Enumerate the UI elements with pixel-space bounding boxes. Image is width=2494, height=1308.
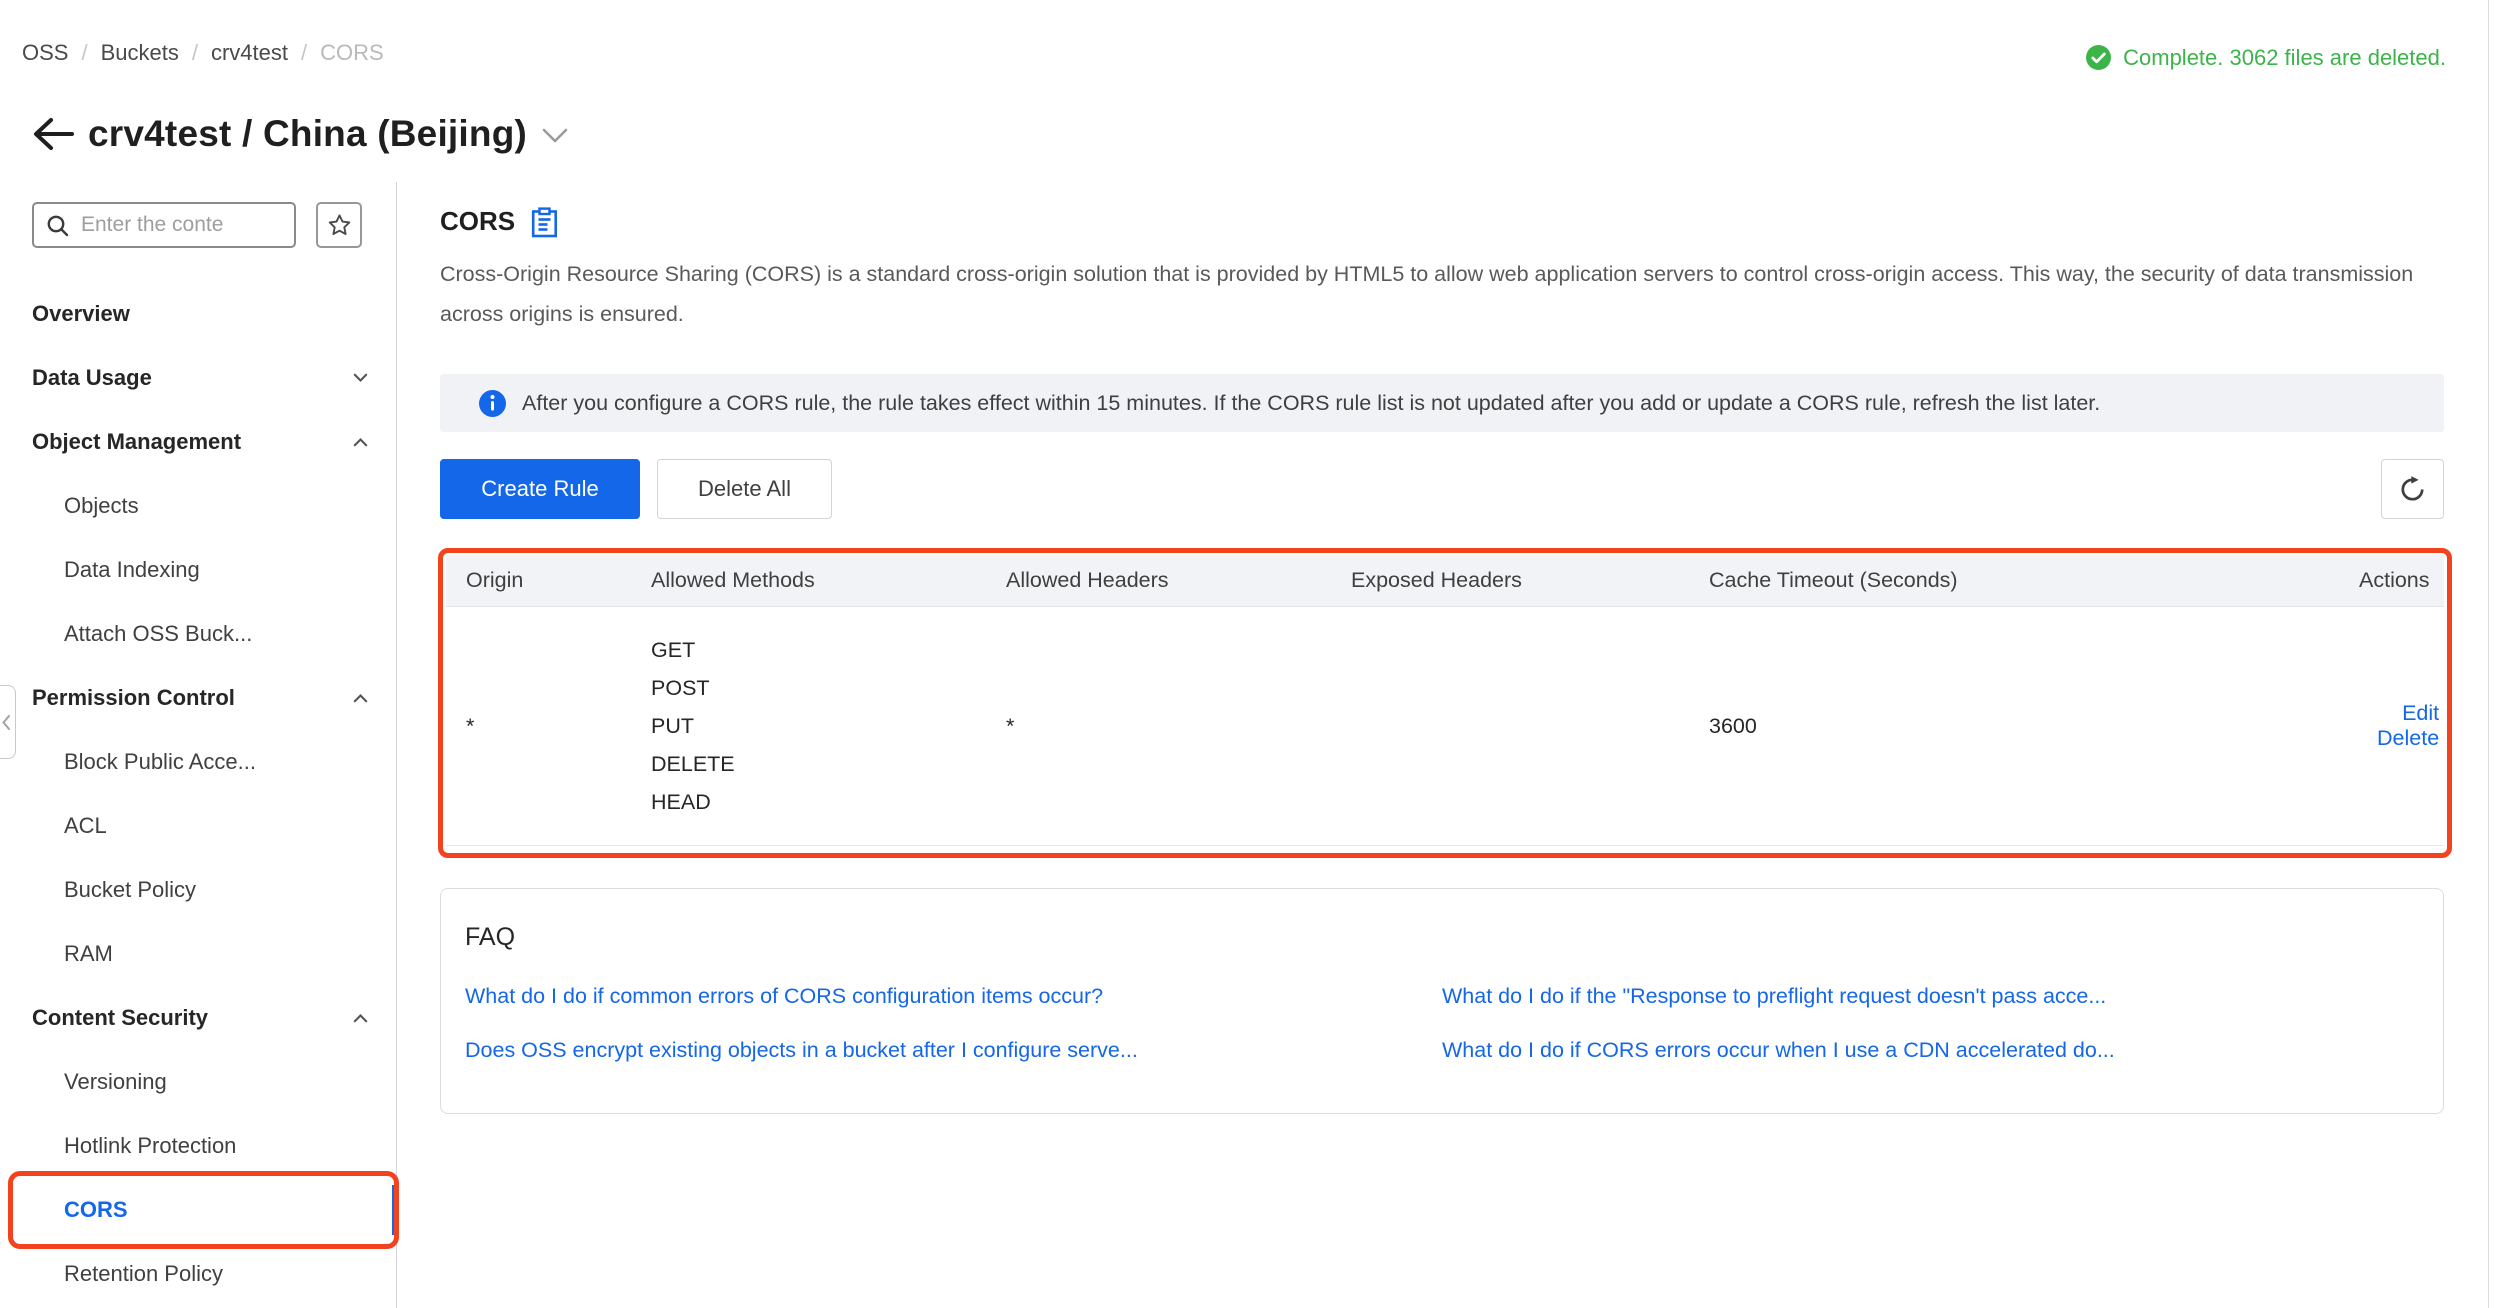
info-banner: [440, 374, 2444, 432]
chevron-down-icon[interactable]: [541, 127, 569, 150]
sidebar-item-label: Content Security: [32, 1005, 209, 1030]
sidebar-item-objects[interactable]: [0, 474, 396, 538]
sidebar-item-label: Bucket Policy: [64, 877, 197, 902]
sidebar: [0, 182, 397, 1308]
cors-rules-table: [446, 555, 2444, 846]
chevron-left-icon: [1, 714, 11, 731]
page-title: crv4test / China (Beijing): [88, 113, 528, 154]
documentation-icon[interactable]: [531, 207, 558, 238]
cell-cache-timeout: 3600: [1709, 713, 1757, 738]
sidebar-item-ram[interactable]: [0, 922, 396, 986]
faq-card: [440, 888, 2444, 1114]
breadcrumb-item-buckets[interactable]: Buckets: [100, 40, 179, 65]
sidebar-item-permission-control[interactable]: [0, 666, 396, 730]
breadcrumb-item-bucket[interactable]: crv4test: [210, 40, 289, 65]
sidebar-item-object-management[interactable]: [0, 410, 396, 474]
chevron-up-icon: [353, 437, 368, 447]
sidebar-item-data-indexing[interactable]: [0, 538, 396, 602]
cell-allowed-headers: *: [1006, 713, 1015, 738]
sidebar-item-acl[interactable]: [0, 794, 396, 858]
section-header: [440, 200, 558, 242]
sidebar-item-bucket-policy[interactable]: [0, 858, 396, 922]
sidebar-item-attach-oss-bucket[interactable]: [0, 602, 396, 666]
faq-link-preflight-request[interactable]: What do I do if the "Response to preflight request doesn't pass acce...: [1442, 984, 2107, 1008]
breadcrumb-item-oss[interactable]: OSS: [22, 40, 69, 65]
edit-link[interactable]: Edit: [2402, 701, 2440, 725]
sidebar-item-label: Object Management: [32, 429, 242, 454]
sidebar-item-label: CORS: [64, 1197, 128, 1222]
cell-actions: [2359, 701, 2461, 751]
refresh-button[interactable]: [2381, 459, 2444, 519]
scrollbar-track[interactable]: [2488, 0, 2489, 1308]
method-item: GET: [651, 638, 696, 662]
sidebar-item-block-public-access[interactable]: [0, 730, 396, 794]
method-item: HEAD: [651, 790, 711, 814]
sidebar-item-label: Data Indexing: [64, 557, 200, 582]
breadcrumb-separator: /: [81, 40, 88, 65]
faq-title: FAQ: [465, 923, 516, 951]
sidebar-item-label: Hotlink Protection: [64, 1133, 237, 1158]
table-header-row: [446, 555, 2444, 607]
column-allowed-headers: Allowed Headers: [1006, 568, 1169, 592]
search-input[interactable]: [79, 212, 284, 238]
chevron-up-icon: [353, 1013, 368, 1023]
sidebar-collapse-handle[interactable]: [0, 685, 16, 759]
back-arrow-icon[interactable]: [32, 116, 76, 152]
breadcrumb-separator: /: [301, 40, 308, 65]
method-item: PUT: [651, 714, 694, 738]
sidebar-item-label: Overview: [32, 301, 130, 326]
column-origin: Origin: [466, 568, 524, 592]
sidebar-item-hotlink-protection[interactable]: [0, 1114, 396, 1178]
sidebar-item-label: Permission Control: [32, 685, 235, 710]
table-row: [446, 607, 2444, 846]
cell-allowed-methods: [651, 631, 1006, 821]
chevron-up-icon: [353, 693, 368, 703]
column-cache-timeout: Cache Timeout (Seconds): [1709, 568, 1958, 592]
method-item: POST: [651, 676, 710, 700]
breadcrumb: [22, 40, 384, 66]
method-item: DELETE: [651, 752, 735, 776]
page-header: [32, 106, 569, 162]
delete-all-button[interactable]: Delete All: [657, 459, 832, 519]
section-description: Cross-Origin Resource Sharing (CORS) is a standard cross-origin solution that is provided by HTML5 to allow web application servers to control cross-origin access. This way, the security of data transmission across origins is ensured.: [440, 262, 2414, 326]
sidebar-item-overview[interactable]: [0, 282, 396, 346]
breadcrumb-separator: /: [191, 40, 198, 65]
sidebar-item-content-security[interactable]: [0, 986, 396, 1050]
info-banner-text: After you configure a CORS rule, the rule takes effect within 15 minutes. If the CORS rule list is not updated after you add or update a CORS rule, refresh the list later.: [522, 390, 2101, 415]
refresh-icon: [2399, 476, 2426, 503]
sidebar-item-label: ACL: [64, 813, 107, 838]
sidebar-item-versioning[interactable]: [0, 1050, 396, 1114]
faq-link-cdn-cors-errors[interactable]: What do I do if CORS errors occur when I use a CDN accelerated do...: [1442, 1038, 2115, 1062]
status-text: Complete. 3062 files are deleted.: [2123, 44, 2446, 70]
breadcrumb-current: CORS: [320, 40, 384, 65]
star-icon: [327, 213, 352, 237]
sidebar-item-label: Versioning: [64, 1069, 167, 1094]
selected-indicator: [392, 1185, 396, 1235]
sidebar-item-label: Block Public Acce...: [64, 749, 256, 774]
sidebar-item-data-usage[interactable]: [0, 346, 396, 410]
check-circle-icon: [2085, 44, 2112, 71]
faq-link-oss-encrypt-objects[interactable]: Does OSS encrypt existing objects in a bucket after I configure serve...: [465, 1038, 1138, 1062]
cors-table-annotation: [438, 548, 2452, 858]
sidebar-item-label: Objects: [64, 493, 139, 518]
sidebar-item-retention-policy[interactable]: [0, 1242, 396, 1306]
sidebar-item-label: RAM: [64, 941, 113, 966]
search-icon: [46, 214, 69, 237]
create-rule-button[interactable]: Create Rule: [440, 459, 640, 519]
faq-link-cors-config-errors[interactable]: What do I do if common errors of CORS configuration items occur?: [465, 984, 1104, 1008]
cell-origin: *: [466, 713, 475, 738]
sidebar-item-cors[interactable]: [0, 1178, 396, 1242]
sidebar-item-label: Data Usage: [32, 365, 152, 390]
column-allowed-methods: Allowed Methods: [651, 568, 815, 592]
delete-link[interactable]: Delete: [2377, 726, 2440, 750]
sidebar-item-label: Attach OSS Buck...: [64, 621, 253, 646]
column-actions: Actions: [2359, 568, 2430, 592]
sidebar-search: [32, 202, 296, 248]
favorites-button[interactable]: [316, 202, 362, 248]
status-toast: [2085, 44, 2446, 71]
section-title: CORS: [440, 205, 516, 236]
sidebar-item-label: Retention Policy: [64, 1261, 223, 1286]
column-exposed-headers: Exposed Headers: [1351, 568, 1522, 592]
info-icon: [478, 389, 507, 418]
sidebar-nav: [0, 282, 396, 1306]
chevron-down-icon: [353, 373, 368, 383]
